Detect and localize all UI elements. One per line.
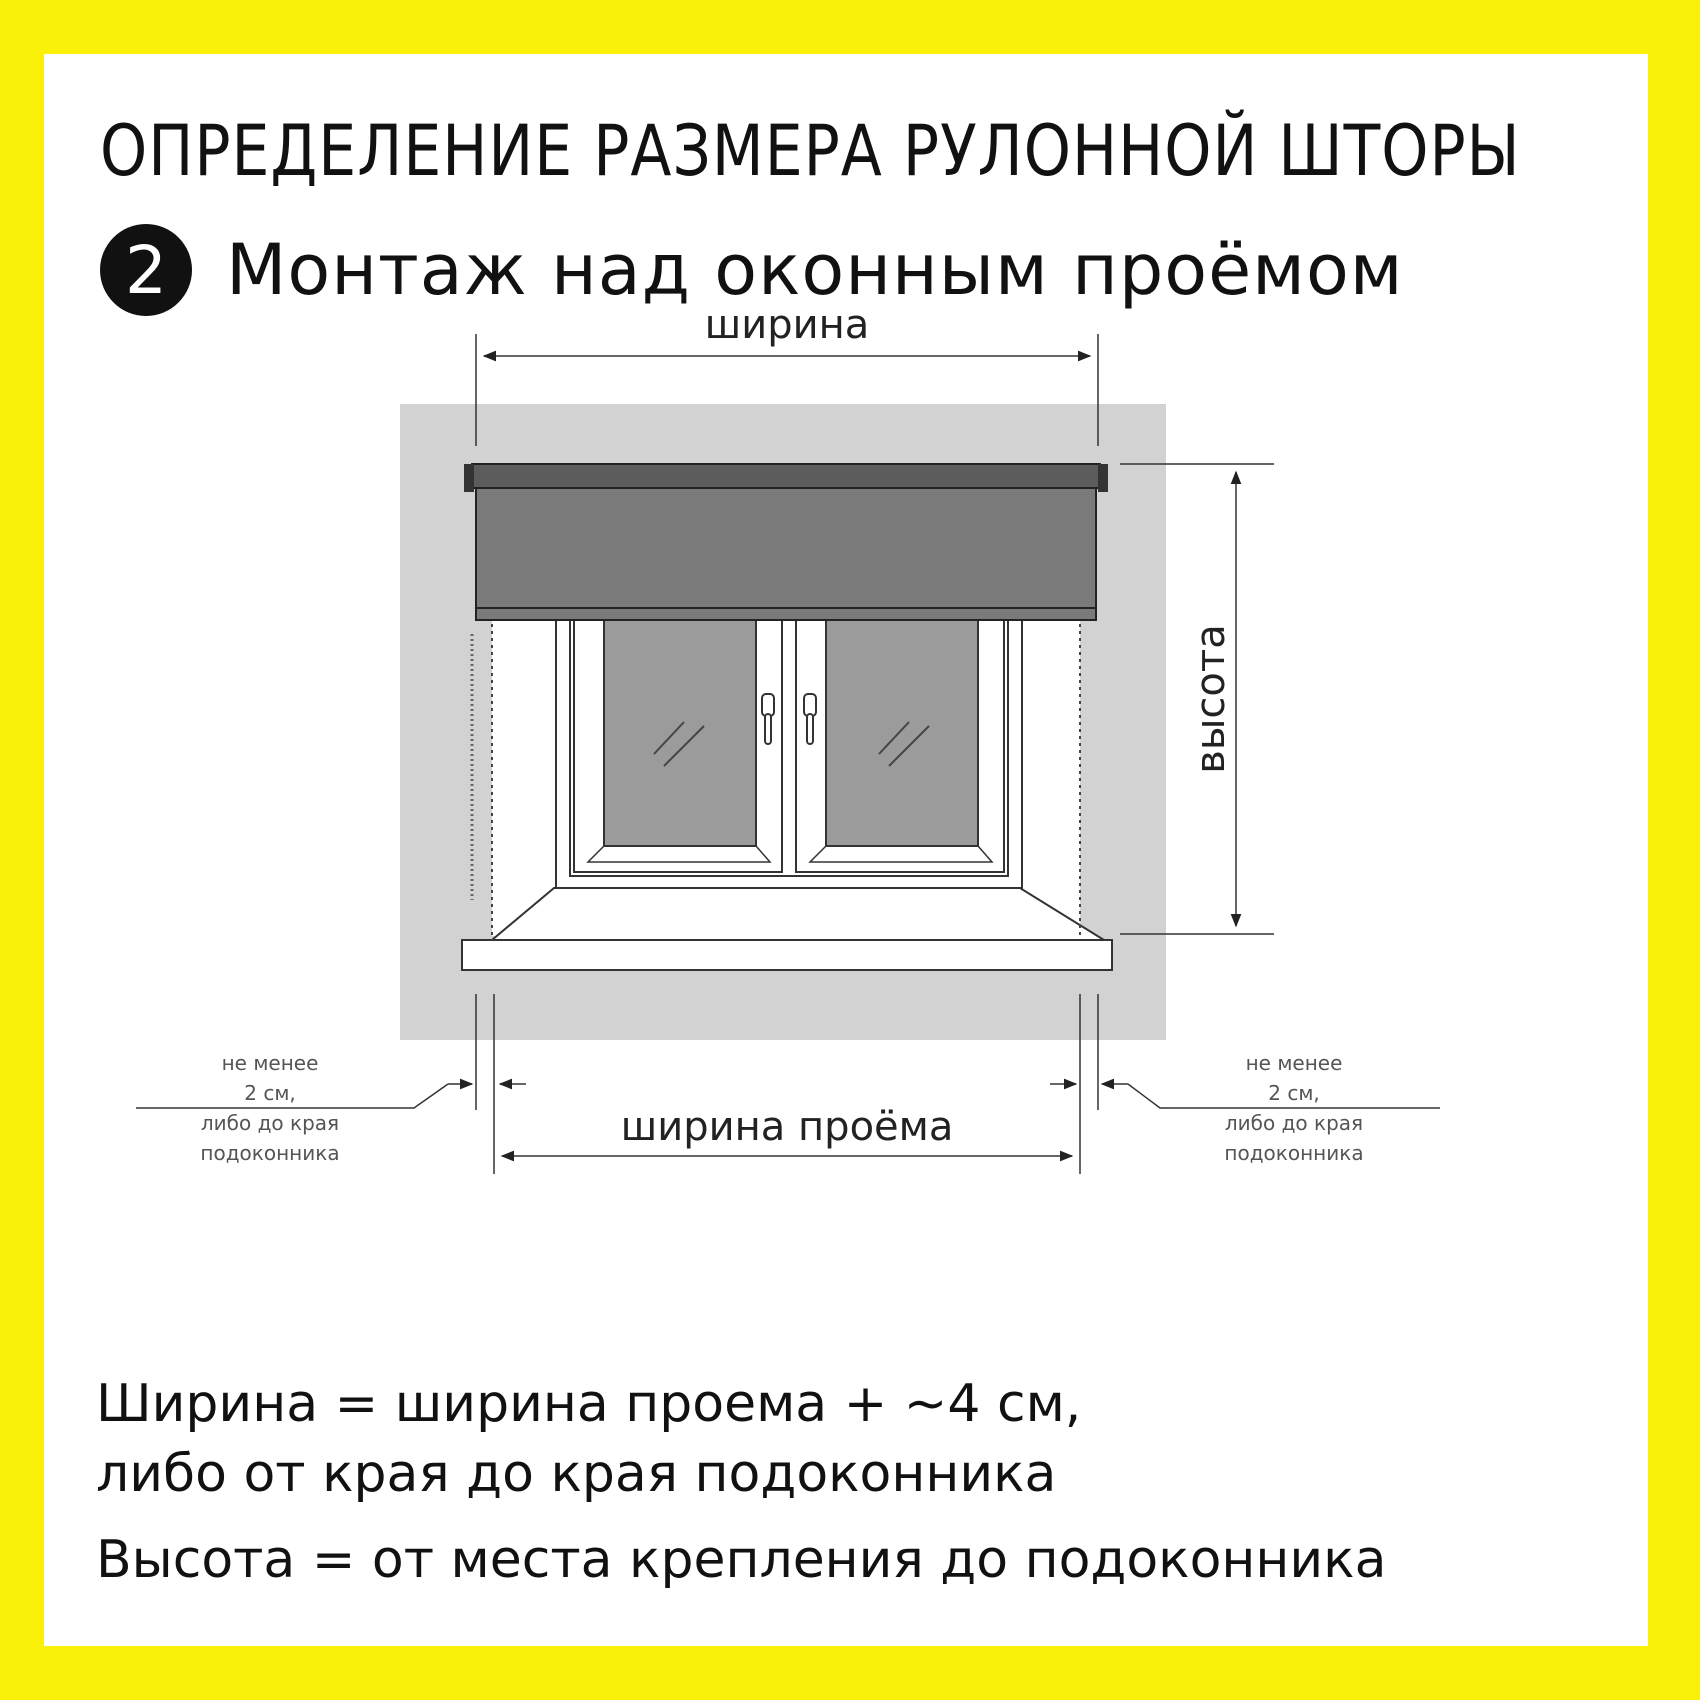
formula-width: Ширина = ширина проема + ~4 см,	[96, 1374, 1082, 1434]
svg-text:не менее: не менее	[1245, 1051, 1343, 1075]
page-title: ОПРЕДЕЛЕНИЕ РАЗМЕРА РУЛОННОЙ ШТОРЫ	[100, 110, 1521, 193]
sill-slope	[492, 888, 1104, 940]
roller-blind	[464, 464, 1108, 620]
step-label: Монтаж над оконным проёмом	[226, 229, 1404, 311]
content-panel	[44, 54, 1648, 1646]
window-sill	[462, 940, 1112, 970]
left-glass	[604, 620, 756, 846]
right-glass	[826, 620, 978, 846]
height-label: высота	[1188, 624, 1234, 774]
step-number-badge: 2	[100, 224, 192, 316]
svg-text:2 см,: 2 см,	[244, 1081, 296, 1105]
svg-text:2 см,: 2 см,	[1268, 1081, 1320, 1105]
formula-width-alt: либо от края до края подоконника	[96, 1444, 1057, 1504]
formula-height: Высота = от места крепления до подоконника	[96, 1530, 1387, 1590]
width-label: ширина	[704, 302, 870, 348]
svg-text:подоконника: подоконника	[1224, 1141, 1364, 1165]
svg-text:либо до края: либо до края	[200, 1111, 340, 1135]
svg-text:подоконника: подоконника	[200, 1141, 340, 1165]
svg-text:либо до края: либо до края	[1224, 1111, 1364, 1135]
svg-text:не менее: не менее	[221, 1051, 319, 1075]
opening-width-label: ширина проёма	[620, 1104, 954, 1150]
